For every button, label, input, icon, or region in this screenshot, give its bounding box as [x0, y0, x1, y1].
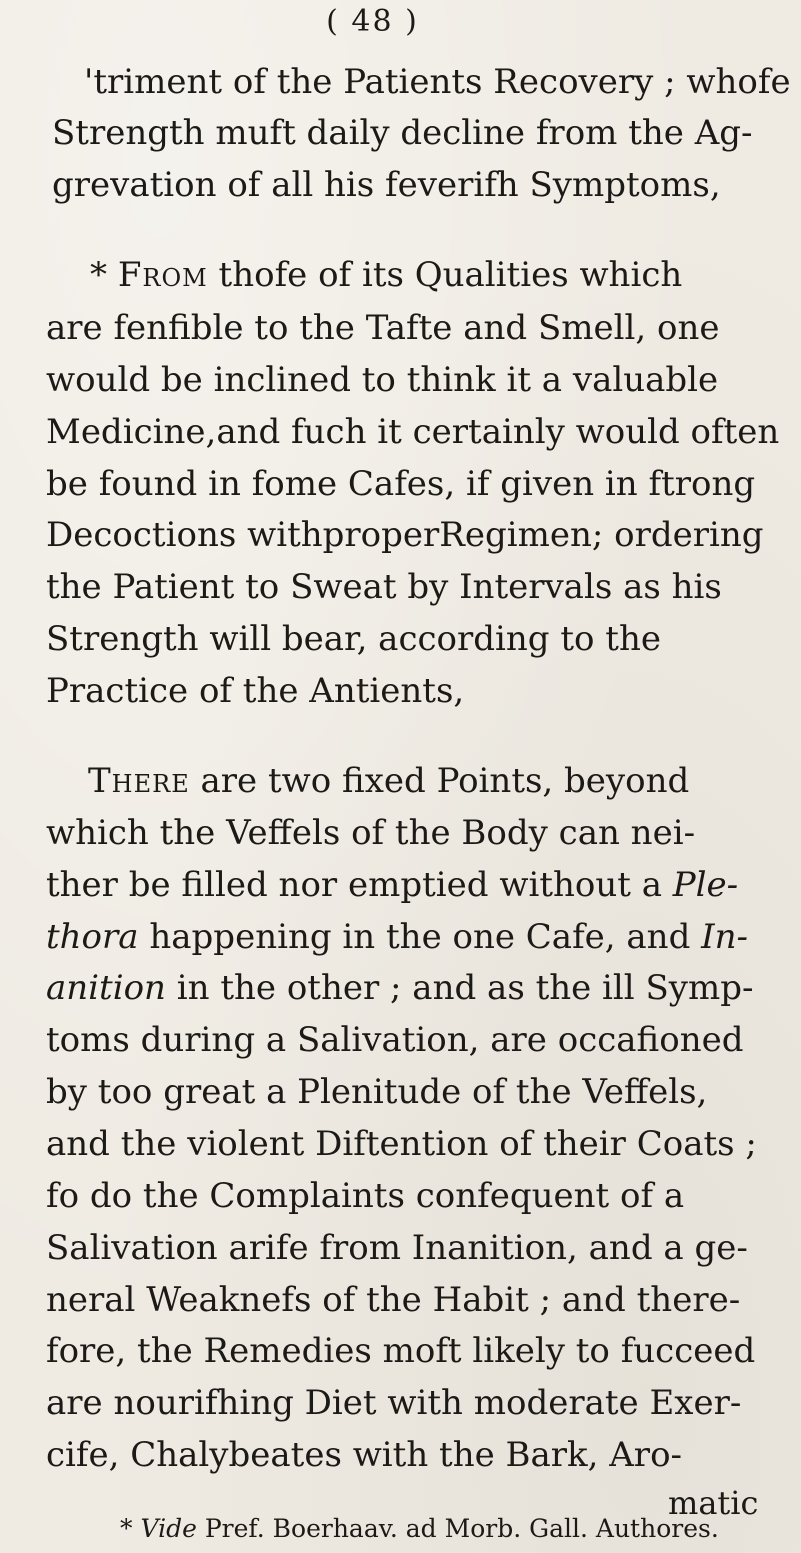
text-line: Strength will bear, according to the	[46, 619, 661, 659]
text-line: grevation of all his feverifh Symptoms,	[52, 165, 721, 205]
page-number: ( 48 )	[326, 4, 419, 39]
small-caps-lead: From	[117, 255, 208, 295]
text-line: toms during a Salivation, are occafioned	[46, 1020, 744, 1060]
text-line	[46, 968, 754, 1008]
text-line: Medicine,and fuch it certainly would often	[46, 412, 780, 452]
footnote	[120, 1516, 719, 1541]
text-line: cife, Chalybeates with the Bark, Aro-	[46, 1435, 683, 1475]
line-segment: in the other ; and as the ill Symp-	[165, 968, 754, 1008]
text-line: neral Weaknefs of the Habit ; and there-	[46, 1280, 741, 1320]
text-line: be found in fome Cafes, if given in ftrong	[46, 464, 756, 504]
text-line: fore, the Remedies moft likely to fucceed	[46, 1331, 756, 1371]
line-segment: happening in the one Cafe, and	[138, 917, 702, 957]
text-line: Salivation arife from Inanition, and a ge-	[46, 1228, 748, 1268]
footnote-marker: *	[120, 1514, 141, 1543]
text-line: Decoctions withproperRegimen; ordering	[46, 515, 764, 555]
text-line: are nourifhing Diet with moderate Exer-	[46, 1383, 742, 1423]
small-caps-lead: There	[88, 761, 190, 801]
line-segment: ther be filled nor emptied without a	[46, 865, 673, 905]
paragraph-opening-line	[90, 255, 683, 295]
catchword: matic	[668, 1484, 759, 1522]
footnote-marker: *	[90, 255, 107, 295]
text-line	[46, 865, 739, 905]
text-line: Strength muft daily decline from the Ag-	[52, 113, 753, 153]
text-line: by too great a Plenitude of the Veffels,	[46, 1072, 708, 1112]
line-rest: are two fixed Points, beyond	[200, 761, 690, 801]
text-line: Practice of the Antients,	[46, 671, 465, 711]
italic-segment: thora	[46, 917, 139, 957]
italic-segment: anition	[46, 968, 166, 1008]
text-line: and the violent Diftention of their Coats ;	[46, 1124, 757, 1164]
text-line: which the Veffels of the Body can nei-	[46, 813, 696, 853]
text-line	[46, 917, 748, 957]
italic-segment: In-	[701, 917, 748, 957]
footnote-vide: Vide	[140, 1514, 197, 1543]
text-line: the Patient to Sweat by Intervals as his	[46, 567, 722, 607]
footnote-text: Pref. Boerhaav. ad Morb. Gall. Authores.	[196, 1514, 719, 1543]
text-line: 'triment of the Patients Recovery ; whofe	[84, 62, 791, 102]
text-line: would be inclined to think it a valuable	[46, 360, 719, 400]
line-rest: thofe of its Qualities which	[218, 255, 683, 295]
text-line: fo do the Complaints confequent of a	[46, 1176, 685, 1216]
italic-segment: Ple-	[672, 865, 739, 905]
text-line: are fenfible to the Tafte and Smell, one	[46, 308, 720, 348]
paragraph-opening-line	[88, 761, 690, 801]
